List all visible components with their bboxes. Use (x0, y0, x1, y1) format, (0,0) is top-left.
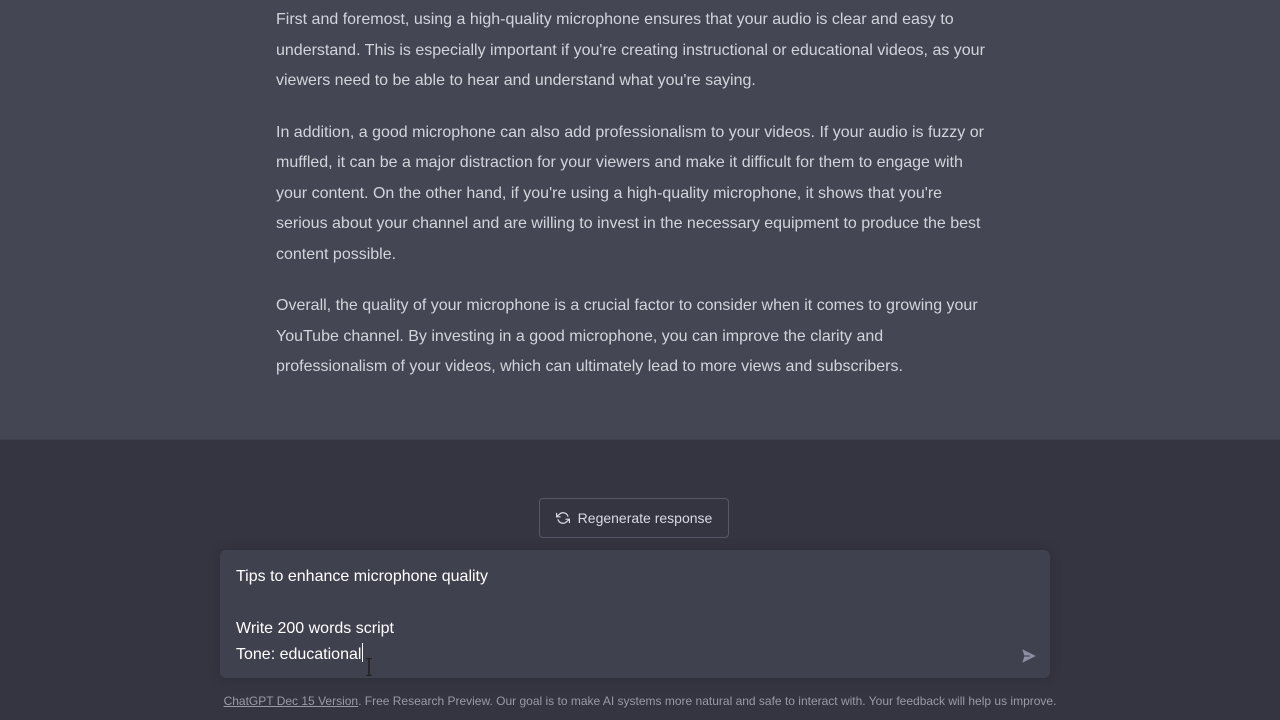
prompt-text: Tips to enhance microphone quality Write 200 words script Tone: educational (236, 568, 488, 663)
prompt-textarea-box[interactable] (220, 550, 1050, 678)
assistant-message-text (276, 5, 996, 404)
prompt-textarea[interactable] (236, 564, 996, 668)
message-paragraph-3: Overall, the quality of your microphone is a crucial factor to consider when it comes to growing your YouTube channel. By investing in a good microphone, you can improve the clarity and professionalism of your videos, which can ultimately lead to more views and subscribers. (276, 297, 978, 375)
version-link[interactable]: ChatGPT Dec 15 Version (223, 694, 359, 708)
message-paragraph-1: First and foremost, using a high-quality microphone ensures that your audio is clear and easy to understand. This is especially important if you're creating instructional or educational videos, as your viewers need to be able to hear and understand what you're saying. (276, 11, 985, 89)
footer (0, 694, 1280, 708)
text-cursor-icon (366, 658, 372, 676)
regenerate-response-label: Regenerate response (577, 510, 713, 526)
regenerate-response-button[interactable] (539, 498, 729, 538)
footer-note: . Free Research Preview. Our goal is to make AI systems more natural and safe to interact with. Your feedback will help us improve. (358, 694, 1057, 708)
message-paragraph-2: In addition, a good microphone can also add professionalism to your videos. If your audio is fuzzy or muffled, it can be a major distraction for your viewers and make it difficult for them to engage with your content. On the other hand, if you're using a high-quality microphone, it shows that you're serious about your channel and are willing to invest in the necessary equipment to produce the best content possible. (276, 123, 984, 263)
paper-plane-icon[interactable] (1020, 647, 1038, 665)
refresh-icon (556, 511, 570, 525)
text-caret (362, 643, 363, 662)
